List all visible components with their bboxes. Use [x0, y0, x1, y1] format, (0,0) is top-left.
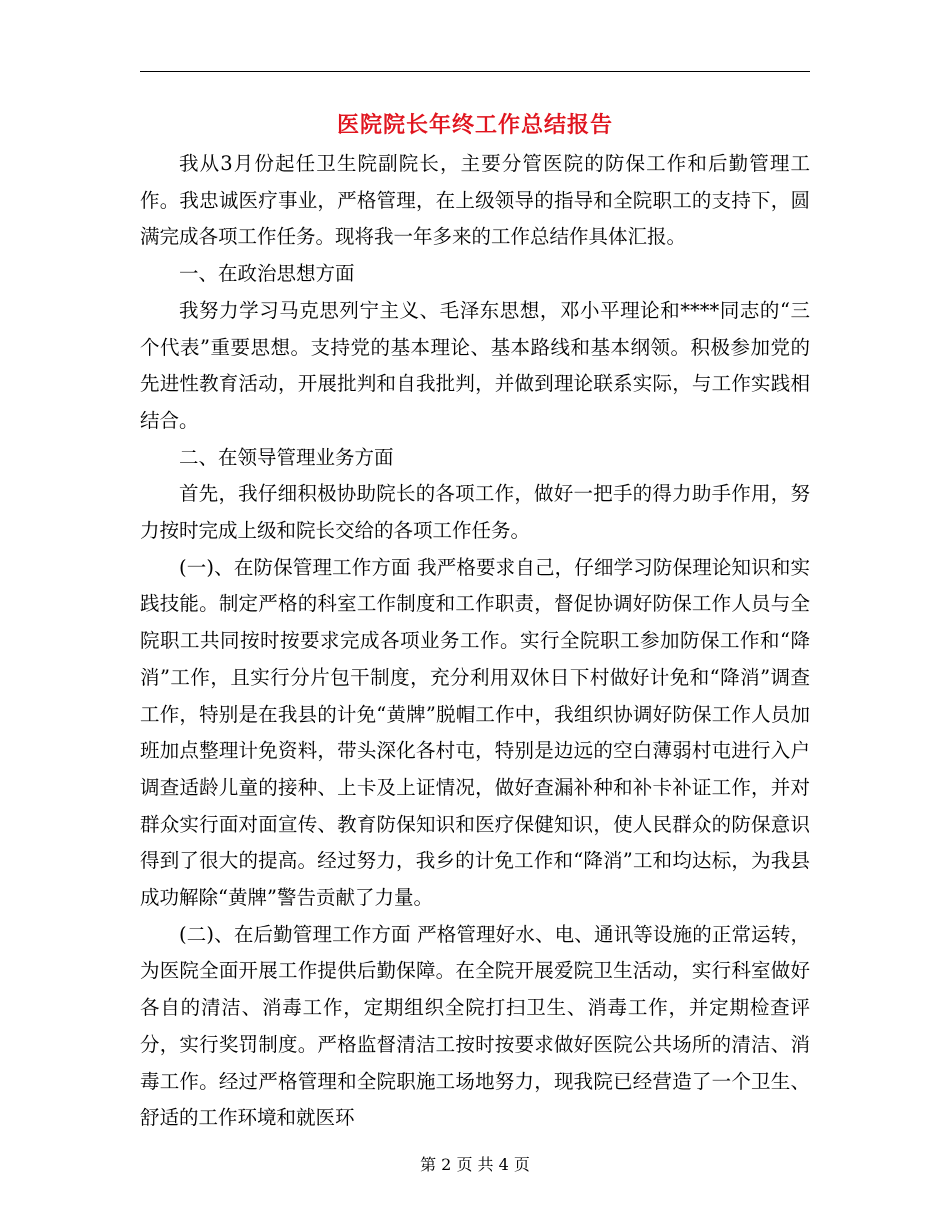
paragraph-intro: 我从3月份起任卫生院副院长，主要分管医院的防保工作和后勤管理工作。我忠诚医疗事业，严格管理，在上级领导的指导和全院职工的支持下，圆满完成各项工作任务。现将我一年多来的工作总结作具体汇报。 — [140, 152, 810, 249]
document-title: 医院院长年终工作总结报告 — [336, 112, 613, 138]
header-rule — [140, 71, 810, 72]
page-number-footer: 第 2 页 共 4 页 — [420, 1155, 530, 1174]
paragraph-management-intro: 首先，我仔细积极协助院长的各项工作，做好一把手的得力助手作用，努力按时完成上级和院长交给的各项工作任务。 — [140, 482, 810, 543]
paragraph-political: 我努力学习马克思列宁主义、毛泽东思想，邓小平理论和****同志的“三个代表”重要思想。支持党的基本理论、基本路线和基本纲领。积极参加党的先进性教育活动，开展批判和自我批判，并做到理论联系实际，与工作实践相结合。 — [140, 298, 810, 432]
document-body — [140, 146, 810, 1137]
section-heading-management: 二、在领导管理业务方面 — [179, 445, 394, 469]
paragraph-epidemic-prevention: (一)、在防保管理工作方面 我严格要求自己，仔细学习防保理论知识和实践技能。制定严格的科室工作制度和工作职责，督促协调好防保工作人员与全院职工共同按时按要求完成各项业务工作。实行全院职工参加防保工作和“降消”工作，且实行分片包干制度，充分利用双休日下村做好计免和“降消”调查工作，特别是在我县的计免“黄牌”脱帽工作中，我组织协调好防保工作人员加班加点整理计免资料，带头深化各村屯，特别是边远的空白薄弱村屯进行入户调查适龄儿童的接种、上卡及上证情况，做好查漏补种和补卡补证工作，并对群众实行面对面宣传、教育防保知识和医疗保健知识，使人民群众的防保意识得到了很大的提高。经过努力，我乡的计免工作和“降消”工和均达标，为我县成功解除“黄牌”警告贡献了力量。 — [140, 555, 810, 910]
paragraph-logistics: (二)、在后勤管理工作方面 严格管理好水、电、通讯等设施的正常运转，为医院全面开展工作提供后勤保障。在全院开展爱院卫生活动，实行科室做好各自的清洁、消毒工作，定期组织全院打扫卫生、消毒工作，并定期检查评分，实行奖罚制度。严格监督清洁工按时按要求做好医院公共场所的清洁、消毒工作。经过严格管理和全院职施工场地努力，现我院已经营造了一个卫生、舒适的工作环境和就医环 — [140, 922, 810, 1130]
section-heading-political: 一、在政治思想方面 — [179, 262, 355, 286]
